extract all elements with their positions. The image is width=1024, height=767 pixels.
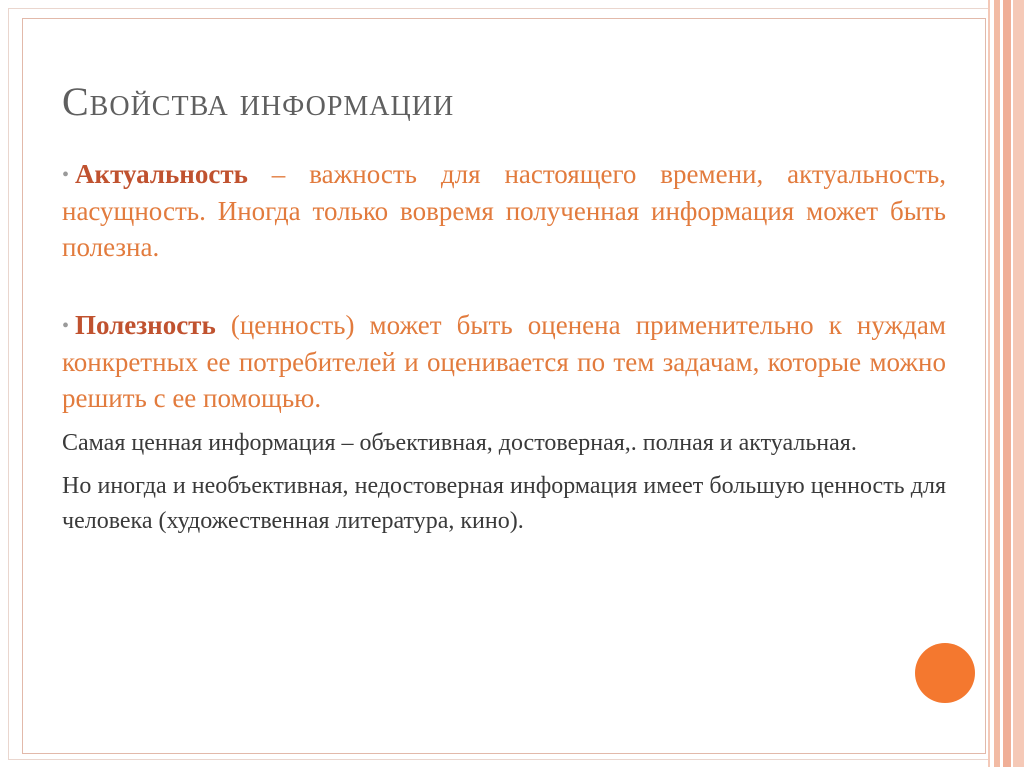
paragraph-non-objective: Но иногда и необъективная, недостоверная информация имеет большую ценность для человека (художественная литература, кино). xyxy=(62,473,946,534)
definition-relevance: – важность для настоящего времени, актуальность, насущность. Иногда только вовремя полученная информация может быть полезна. xyxy=(62,159,946,262)
slide-content xyxy=(62,156,946,539)
term-usefulness: Полезность xyxy=(75,310,216,340)
definition-usefulness: (ценность) может быть оценена применительно к нуждам конкретных ее потребителей и оценивается по тем задачам, которые можно решить с ее помощью. xyxy=(62,310,946,413)
stripe xyxy=(1013,0,1024,767)
decorative-circle xyxy=(915,643,975,703)
decorative-stripes xyxy=(988,0,1024,767)
stripe xyxy=(1003,0,1011,767)
bullet-item-relevance xyxy=(62,156,946,265)
slide-title: Свойства информации xyxy=(62,79,455,124)
term-relevance: Актуальность xyxy=(75,159,248,189)
bullet-icon: • xyxy=(62,315,70,337)
paragraph-most-valuable: Самая ценная информация – объективная, достоверная,. полная и актуальная. xyxy=(62,430,857,456)
bullet-icon: • xyxy=(62,164,70,186)
bullet-item-usefulness xyxy=(62,307,946,416)
